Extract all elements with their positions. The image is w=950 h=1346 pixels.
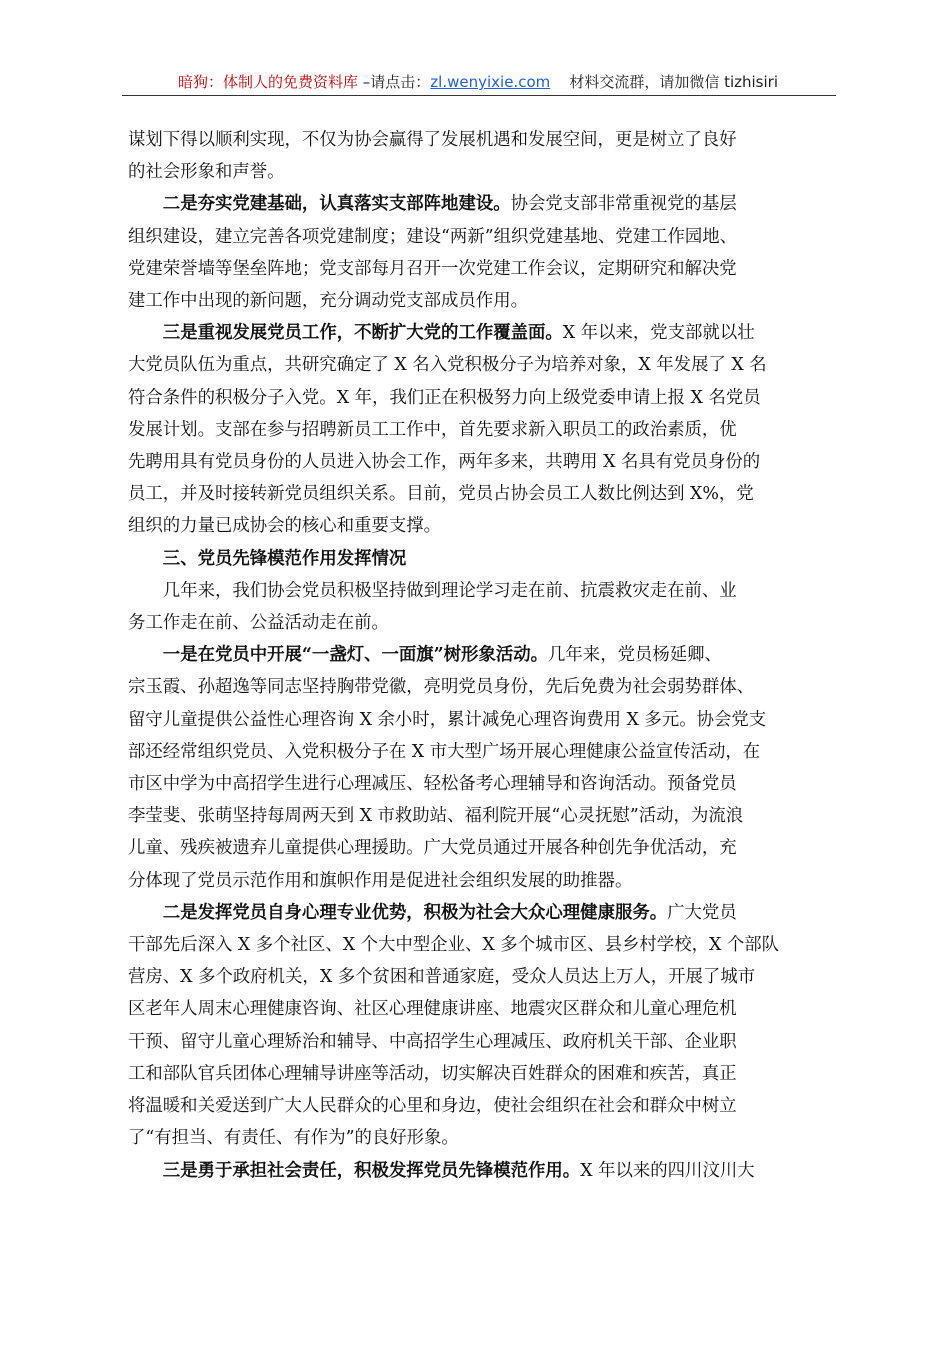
paragraph-lead: 二是发挥党员自身心理专业优势，积极为社会大众心理健康服务。 (162, 902, 668, 923)
paragraph-lead: 二是夯实党建基础，认真落实支部阵地建设。 (162, 194, 511, 215)
text-line: 留守儿童提供公益性心理咨询 X 余小时，累计减免心理咨询费用 X 多元。协会党支 (128, 709, 767, 730)
text-line: 干预、留守儿童心理矫治和辅导、中高招学生心理减压、政府机关干部、企业职 (128, 1031, 737, 1052)
text-line: 了“有担当、有责任、有作为”的良好形象。 (128, 1128, 459, 1149)
text-line: 部还经常组织党员、入党积极分子在 X 市大型广场开展心理健康公益宣传活动，在 (128, 741, 761, 762)
text-line: 符合条件的积极分子入党。X 年，我们正在积极努力向上级党委申请上报 X 名党员 (128, 387, 761, 408)
text-line: 协会党支部非常重视党的基层 (510, 194, 737, 215)
text-line: 几年来，我们协会党员积极坚持做到理论学习走在前、抗震救灾走在前、业 (162, 580, 737, 601)
paragraph-party-building (128, 188, 834, 317)
text-line: 大党员队伍为重点，共研究确定了 X 名入党积极分子为培养对象，X 年发展了 X 名 (128, 355, 767, 376)
text-line: 李莹斐、张萌坚持每周两天到 X 市救助站、福利院开展“心灵抚慰”活动，为流浪 (128, 806, 744, 827)
page-header (122, 70, 834, 94)
paragraph-lead: 三是勇于承担社会责任，积极发挥党员先锋模范作用。 (162, 1160, 581, 1181)
text-line: 工和部队官兵团体心理辅导讲座等活动，切实解决百姓群众的困难和疾苦，真正 (128, 1063, 737, 1084)
text-line: 的社会形象和声誉。 (128, 162, 285, 183)
text-line: 务工作走在前、公益活动走在前。 (128, 613, 389, 634)
text-line: 谋划下得以顺利实现，不仅为协会赢得了发展机遇和发展空间，更是树立了良好 (128, 130, 737, 150)
header-url-link[interactable]: zl.wenyixie.com (430, 73, 551, 91)
text-line: 组织的力量已成协会的核心和重要支撑。 (128, 516, 442, 537)
text-line: X 年以来，党支部就以壮 (562, 323, 755, 344)
text-line: 发展计划。支部在参与招聘新员工工作中，首先要求新入职员工的政治素质，优 (128, 419, 737, 440)
paragraph-member-development (128, 317, 834, 542)
section-heading (128, 543, 834, 575)
section-heading-text: 三、党员先锋模范作用发挥情况 (162, 548, 407, 569)
paragraph-lead: 一是在党员中开展“一盏灯、一面旗”树形象活动。 (162, 645, 549, 666)
text-line: 市区中学为中高招学生进行心理减压、轻松备考心理辅导和咨询活动。预备党员 (128, 774, 737, 795)
header-contact-text: 材料交流群，请加微信 tizhisiri (569, 73, 778, 91)
text-line: 建工作中出现的新问题，充分调动党支部成员作用。 (128, 291, 528, 312)
text-line: 将温暖和关爱送到广大人民群众的心里和身边，使社会组织在社会和群众中树立 (128, 1096, 737, 1117)
header-click-prompt: –请点击： (358, 73, 431, 91)
text-line: 分体现了党员示范作用和旗帜作用是促进社会组织发展的助推器。 (128, 870, 633, 891)
text-line: 广大党员 (667, 902, 737, 923)
paragraph-lead: 三是重视发展党员工作，不断扩大党的工作覆盖面。 (162, 323, 563, 344)
paragraph-lamp-flag (128, 639, 834, 897)
text-line: 宗玉霞、孙超逸等同志坚持胸带党徽，亮明党员身份，先后免费为社会弱势群体、 (128, 677, 755, 698)
document-body (128, 124, 834, 1187)
paragraph-continuation (128, 124, 834, 188)
text-line: 干部先后深入 X 多个社区、X 个大中型企业、X 多个城市区、县乡村学校，X 个部队 (128, 935, 780, 956)
text-line: 几年来，党员杨延卿、 (548, 645, 722, 666)
text-line: 儿童、残疾被遗弃儿童提供心理援助。广大党员通过开展各种创先争优活动，充 (128, 838, 737, 859)
paragraph-intro (128, 575, 834, 639)
text-line: 员工，并及时接转新党员组织关系。目前，党员占协会员工人数比例达到 X%，党 (128, 484, 754, 505)
paragraph-social-responsibility (128, 1155, 834, 1187)
text-line: 区老年人周末心理健康咨询、社区心理健康讲座、地震灾区群众和儿童心理危机 (128, 999, 737, 1020)
text-line: X 年以来的四川汶川大 (580, 1160, 755, 1181)
text-line: 营房、X 多个政府机关，X 多个贫困和普通家庭，受众人员达上万人，开展了城市 (128, 967, 756, 988)
paragraph-psych-service (128, 897, 834, 1155)
header-divider (122, 95, 836, 96)
text-line: 先聘用具有党员身份的人员进入协会工作，两年多来，共聘用 X 名具有党员身份的 (128, 452, 761, 473)
text-line: 党建荣誉墙等堡垒阵地；党支部每月召开一次党建工作会议，定期研究和解决党 (128, 258, 737, 279)
text-line: 组织建设，建立完善各项党建制度；建设“两新”组织党建基地、党建工作园地、 (128, 226, 738, 247)
header-site-name: 暗狗：体制人的免费资料库 (178, 73, 359, 91)
